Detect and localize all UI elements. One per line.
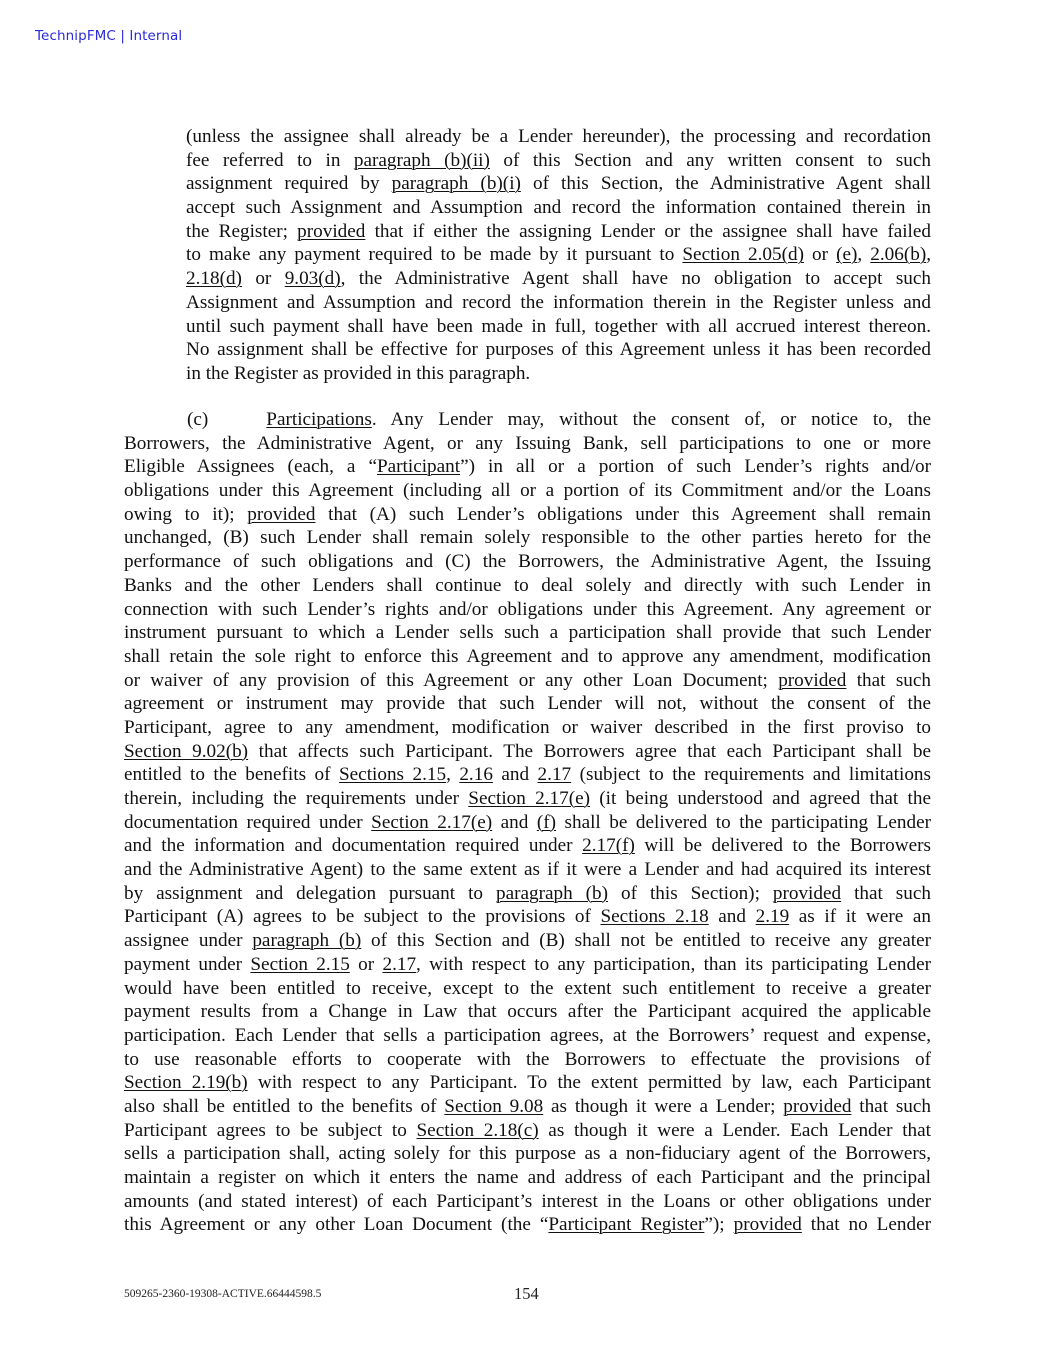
- cross-reference-link: Section 2.05(d): [682, 244, 804, 266]
- text-line: [124, 858, 931, 882]
- text-run: (it being understood and agreed that the: [590, 788, 931, 809]
- cross-reference-link: Participant Register: [548, 1214, 705, 1236]
- cross-reference-link: provided: [778, 669, 847, 691]
- text-run: , with respect to any participation, than its participating Lender: [416, 953, 931, 975]
- text-line: [124, 811, 931, 835]
- cross-reference-link: Section 2.17(e): [468, 788, 590, 809]
- section-heading: Participations: [266, 409, 372, 430]
- text-line: [186, 243, 931, 267]
- cross-reference-link: paragraph (b)(i): [391, 173, 521, 195]
- text-line: [124, 763, 931, 787]
- document-id: 509265-2360-19308-ACTIVE.66444598.5: [124, 1288, 322, 1300]
- text-run: Banks and the other Lenders shall continue to deal solely and directly with such Lender in: [124, 574, 931, 596]
- text-line: [124, 905, 931, 929]
- text-run: to make any payment required to be made by it pursuant to: [186, 244, 683, 266]
- text-line: [186, 362, 931, 386]
- paragraph-label: (c): [187, 409, 209, 430]
- text-line: [186, 172, 931, 196]
- text-line: [124, 455, 931, 479]
- text-run: of this Section);: [608, 882, 773, 904]
- text-run: payment under: [124, 953, 251, 975]
- cross-reference-link: 2.17(f): [582, 835, 635, 857]
- text-line: [124, 669, 931, 693]
- text-line: [124, 1024, 931, 1048]
- cross-reference-link: provided: [247, 503, 316, 525]
- cross-reference-link: 2.06(b): [870, 244, 927, 266]
- text-run: by assignment and delegation pursuant to: [124, 882, 496, 904]
- text-run: assignee under: [124, 930, 253, 952]
- text-run: that such: [846, 669, 931, 691]
- text-run: participation. Each Lender that sells a participation agrees, at the Borrowers’ request and expense,: [124, 1024, 931, 1046]
- text-line: [124, 740, 931, 764]
- text-line: [124, 574, 931, 598]
- text-run: of this Section and any written consent to such: [489, 149, 931, 171]
- paragraph-c-first-line: [124, 408, 931, 432]
- paragraph-c-participations: [124, 408, 931, 1237]
- text-line: [124, 1071, 931, 1095]
- text-run: or: [803, 244, 837, 266]
- text-run: that if either the assigning Lender or the assignee shall have failed: [365, 220, 931, 242]
- cross-reference-link: 2.17: [382, 953, 417, 975]
- text-run: and: [492, 764, 538, 786]
- text-line: [186, 267, 931, 291]
- text-run: therein, including the requirements under: [124, 788, 469, 809]
- text-run: or: [241, 268, 285, 290]
- text-run: No assignment shall be effective for purposes of this Agreement unless it has been recorded: [186, 339, 931, 361]
- text-run: obligations under this Agreement (including all or a portion of its Commitment and/or the Loans: [124, 480, 931, 502]
- text-run: sells a participation shall, acting solely for this purpose as a non-fiduciary agent of the Borrowers,: [124, 1143, 931, 1165]
- text-run: payment results from a Change in Law that occurs after the Participant acquired the applicable: [124, 1001, 931, 1023]
- text-run: also shall be entitled to the benefits of: [124, 1095, 445, 1117]
- text-run: ,: [926, 244, 932, 266]
- text-line: [124, 1190, 931, 1214]
- text-run: amounts (and stated interest) of each Participant’s interest in the Loans or other obligations under: [124, 1190, 931, 1212]
- text-run: that such: [841, 882, 931, 904]
- text-run: , the Administrative Agent shall have no obligation to accept such: [340, 268, 931, 290]
- text-line: [186, 338, 931, 362]
- text-line: [124, 645, 931, 669]
- text-line: [124, 479, 931, 503]
- text-line: [124, 621, 931, 645]
- text-run: Borrowers, the Administrative Agent, or any Issuing Bank, sell participations to one or more: [124, 432, 931, 454]
- text-line: [186, 125, 931, 149]
- text-line: [124, 953, 931, 977]
- text-line: [124, 1048, 931, 1072]
- text-run: would have been entitled to receive, except to the extent such entitlement to receive a greater: [124, 977, 931, 999]
- text-run: unchanged, (B) such Lender shall remain solely responsible to the other parties hereto for the: [124, 527, 931, 549]
- cross-reference-link: Section 2.15: [250, 953, 350, 975]
- text-run: shall be delivered to the participating Lender: [556, 811, 931, 833]
- text-run: as if it were an: [789, 906, 931, 928]
- text-line: [124, 716, 931, 740]
- text-line: [124, 1213, 931, 1237]
- paragraph-text: [372, 409, 931, 430]
- text-run: with respect to any Participant. To the extent permitted by law, each Participant: [247, 1072, 931, 1094]
- text-run: and: [708, 906, 756, 928]
- text-run: performance of such obligations and (C) the Borrowers, the Administrative Agent, the Issuing: [124, 551, 931, 573]
- classification-label: TechnipFMC | Internal: [35, 28, 183, 44]
- text-line: [124, 550, 931, 574]
- text-run: that no Lender: [801, 1214, 931, 1236]
- text-line: [124, 526, 931, 550]
- text-run: accept such Assignment and Assumption and record the information contained therein in: [186, 197, 931, 219]
- paragraph-b-continuation: [186, 125, 931, 386]
- cross-reference-link: Sections 2.15: [338, 764, 447, 786]
- text-line: [124, 787, 931, 811]
- text-line: [124, 1095, 931, 1119]
- text-line: [124, 692, 931, 716]
- text-line: [124, 432, 931, 456]
- cross-reference-link: provided: [297, 220, 366, 242]
- text-run: that such: [851, 1095, 931, 1117]
- text-run: Participant (A) agrees to be subject to the provisions of: [124, 906, 601, 928]
- text-run: until such payment shall have been made in full, together with all accrued interest thereon.: [186, 315, 931, 337]
- text-run: Assignment and Assumption and record the information therein in the Register unless and: [186, 291, 931, 313]
- cross-reference-link: 2.18(d): [186, 268, 242, 290]
- text-line: [124, 598, 931, 622]
- cross-reference-link: (f): [536, 811, 557, 833]
- text-run: as though it were a Lender. Each Lender that: [538, 1119, 931, 1141]
- cross-reference-link: provided: [772, 882, 842, 904]
- cross-reference-link: Section 2.19(b): [124, 1072, 248, 1094]
- cross-reference-link: (e): [836, 244, 858, 266]
- text-run: and the information and documentation required under: [124, 835, 583, 857]
- text-run: (subject to the requirements and limitations: [571, 764, 931, 786]
- text-line: [124, 834, 931, 858]
- text-run: of this Section and (B) shall not be entitled to receive any greater: [361, 930, 931, 952]
- text-run: assignment required by: [186, 173, 392, 195]
- text-line: [186, 315, 931, 339]
- text-line: [186, 220, 931, 244]
- cross-reference-link: Sections 2.18: [600, 906, 709, 928]
- cross-reference-link: Section 2.17(e): [371, 811, 493, 833]
- text-run: owing to it);: [124, 503, 248, 525]
- text-run: that (A) such Lender’s obligations under this Agreement shall remain: [315, 503, 932, 525]
- text-line: [124, 1000, 931, 1024]
- text-run: or waiver of any provision of this Agreement or any other Loan Document;: [124, 669, 779, 691]
- text-run: instrument pursuant to which a Lender sells such a participation shall provide that such Lender: [124, 622, 931, 644]
- text-run: Participant, agree to any amendment, modification or waiver described in the first proviso to: [124, 716, 931, 738]
- cross-reference-link: 2.17: [537, 764, 572, 786]
- cross-reference-link: paragraph (b): [252, 930, 362, 952]
- text-run: maintain a register on which it enters the name and address of each Participant and the principal: [124, 1167, 931, 1188]
- text-line: [124, 1166, 931, 1190]
- text-line: [124, 882, 931, 906]
- cross-reference-link: paragraph (b): [495, 882, 609, 904]
- text-run: connection with such Lender’s rights and/or obligations under this Agreement. Any agreement or: [124, 598, 931, 620]
- text-line: [186, 196, 931, 220]
- text-run: ,: [857, 244, 871, 266]
- text-run: ,: [446, 764, 460, 786]
- text-run: . Any Lender may, without the consent of, or notice to, the: [371, 409, 931, 430]
- cross-reference-link: 2.16: [459, 764, 493, 786]
- text-run: as though it were a Lender;: [543, 1095, 784, 1117]
- cross-reference-link: provided: [733, 1214, 802, 1236]
- cross-reference-link: Section 2.18(c): [416, 1119, 539, 1141]
- page-number: 154: [514, 1284, 539, 1303]
- text-line: [124, 1119, 931, 1143]
- cross-reference-link: Section 9.08: [444, 1095, 544, 1117]
- text-line: [124, 1142, 931, 1166]
- text-line: [186, 149, 931, 173]
- cross-reference-link: Section 9.02(b): [124, 740, 249, 762]
- text-run: Eligible Assignees (each, a “: [124, 456, 377, 478]
- text-run: or: [349, 953, 383, 975]
- cross-reference-link: paragraph (b)(ii): [353, 149, 490, 171]
- text-run: the Register;: [186, 220, 298, 242]
- text-line: [124, 977, 931, 1001]
- text-run: to use reasonable efforts to cooperate with the Borrowers to effectuate the provisions of: [124, 1048, 931, 1070]
- text-run: that affects such Participant. The Borrowers agree that each Participant shall be: [248, 740, 931, 762]
- cross-reference-link: 2.19: [755, 906, 790, 928]
- text-run: fee referred to in: [186, 149, 354, 171]
- text-run: ”);: [704, 1214, 734, 1236]
- text-run: and the Administrative Agent) to the same extent as if it were a Lender and had acquired its interest: [124, 859, 931, 881]
- text-run: of this Section, the Administrative Agent shall: [520, 173, 932, 195]
- text-line: [186, 291, 931, 315]
- text-line: [124, 929, 931, 953]
- text-run: Participant agrees to be subject to: [124, 1119, 417, 1141]
- text-run: agreement or instrument may provide that such Lender will not, without the consent of the: [124, 693, 931, 715]
- text-run: (unless the assignee shall already be a Lender hereunder), the processing and recordation: [186, 126, 931, 147]
- text-run: documentation required under: [124, 811, 372, 833]
- cross-reference-link: 9.03(d): [284, 268, 341, 290]
- cross-reference-link: Participant: [376, 456, 461, 478]
- text-run: and: [492, 811, 537, 833]
- text-run: this Agreement or any other Loan Document (the “: [124, 1214, 549, 1236]
- cross-reference-link: provided: [783, 1095, 852, 1117]
- text-line: [124, 503, 931, 527]
- text-run: shall retain the sole right to enforce this Agreement and to approve any amendment, modification: [124, 645, 931, 667]
- text-run: ”) in all or a portion of such Lender’s rights and/or: [460, 456, 932, 478]
- text-run: in the Register as provided in this paragraph.: [186, 362, 531, 384]
- text-run: entitled to the benefits of: [124, 764, 339, 786]
- text-run: will be delivered to the Borrowers: [634, 835, 932, 857]
